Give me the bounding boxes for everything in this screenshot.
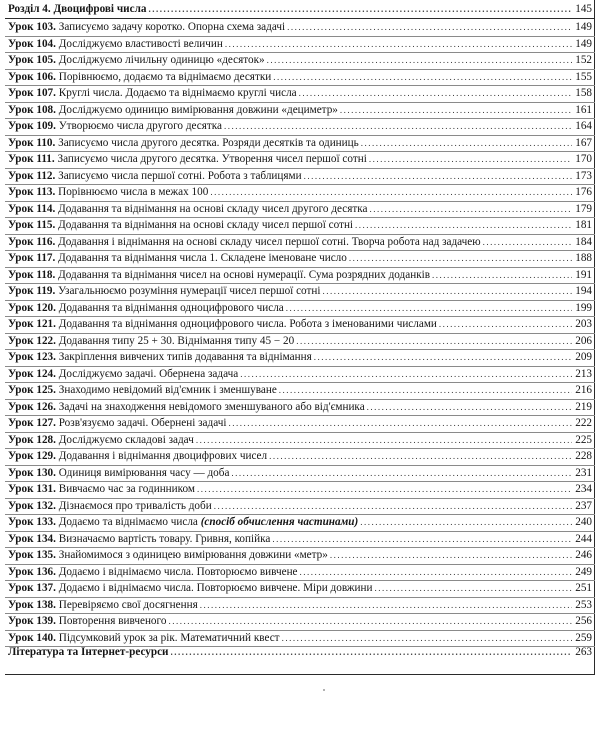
lesson-page: 199 bbox=[575, 301, 592, 314]
lesson-number: Урок 117. bbox=[8, 252, 56, 264]
toc-entry-label bbox=[8, 267, 430, 284]
lesson-title: Підсумковий урок за рік. Математичний квест bbox=[58, 631, 280, 644]
dot-leader bbox=[210, 184, 572, 201]
lesson-number: Урок 129. bbox=[8, 450, 56, 462]
lesson-title: Вивчаємо час за годинником bbox=[58, 483, 195, 495]
toc-entry-label bbox=[8, 514, 358, 531]
lesson-number: Урок 126. bbox=[8, 400, 56, 413]
lesson-page: 149 bbox=[575, 37, 592, 50]
lesson-page: 149 bbox=[575, 21, 592, 33]
lesson-title: Задачі на знаходження невідомого зменшуваного або від'ємника bbox=[58, 400, 365, 413]
lesson-number: Урок 120. bbox=[8, 301, 56, 314]
dot-leader bbox=[439, 316, 572, 333]
lesson-title: Перевіряємо свої досягнення bbox=[58, 598, 198, 611]
references-heading bbox=[8, 643, 592, 661]
toc-entry-label bbox=[8, 613, 166, 630]
lesson-title: Узагальнюємо розуміння нумерації чисел першої сотні bbox=[58, 285, 321, 297]
references-page: 263 bbox=[575, 646, 592, 658]
dot-leader bbox=[287, 19, 572, 36]
toc-row bbox=[8, 432, 592, 449]
lesson-page: 246 bbox=[575, 549, 592, 561]
dot-leader bbox=[300, 564, 572, 581]
toc-entry-label bbox=[8, 151, 367, 168]
dot-leader bbox=[483, 234, 572, 251]
lesson-number: Урок 115. bbox=[8, 219, 56, 231]
dot-leader bbox=[299, 85, 572, 102]
toc-entry-label bbox=[8, 217, 353, 234]
lesson-number: Урок 127. bbox=[8, 417, 56, 429]
dot-leader bbox=[168, 613, 572, 630]
lesson-number: Урок 105. bbox=[8, 54, 56, 66]
toc-row bbox=[8, 613, 592, 630]
toc-row bbox=[8, 564, 592, 581]
lesson-page: 219 bbox=[575, 400, 592, 413]
lesson-page: 216 bbox=[575, 384, 592, 396]
toc-row bbox=[8, 118, 592, 135]
lesson-number: Урок 111. bbox=[8, 153, 55, 165]
toc-row bbox=[8, 85, 592, 102]
toc-row bbox=[8, 498, 592, 515]
lesson-title: Досліджуємо складові задач bbox=[58, 433, 194, 446]
lesson-number: Урок 122. bbox=[8, 334, 56, 347]
toc-row bbox=[8, 201, 592, 218]
toc-row bbox=[8, 135, 592, 152]
toc-row bbox=[8, 283, 592, 300]
section-heading bbox=[8, 0, 592, 18]
lesson-number: Урок 119. bbox=[8, 285, 56, 297]
references-title: Література та Інтернет-ресурси bbox=[8, 646, 169, 658]
toc-entry-label bbox=[8, 184, 208, 201]
lesson-page: 256 bbox=[575, 615, 592, 627]
lesson-page: 253 bbox=[575, 598, 592, 611]
toc-row bbox=[8, 69, 592, 86]
toc-page bbox=[5, 0, 595, 755]
toc-entry-label bbox=[8, 498, 212, 515]
lesson-page: 244 bbox=[575, 532, 592, 545]
lesson-title: Записуємо задачу коротко. Опорна схема задачі bbox=[58, 21, 286, 33]
lesson-title: Додавання та віднімання чисел на основі нумерації. Сума розрядних доданків bbox=[58, 268, 431, 281]
toc-entry-label bbox=[8, 547, 328, 564]
lesson-title: Закріплення вивчених типів додавання та віднімання bbox=[58, 351, 312, 363]
lesson-number: Урок 139. bbox=[8, 615, 56, 627]
dot-leader bbox=[225, 36, 572, 53]
lesson-page: 176 bbox=[575, 186, 592, 198]
lesson-page: 181 bbox=[575, 219, 592, 231]
dot-leader bbox=[314, 349, 572, 366]
lesson-title: Додавання та віднімання на основі складу чисел першої сотні bbox=[58, 219, 354, 231]
lesson-number: Урок 121. bbox=[8, 318, 56, 330]
lesson-title: Порівнюємо, додаємо та віднімаємо десятки bbox=[58, 70, 272, 83]
lesson-page: 152 bbox=[575, 54, 592, 66]
lesson-page: 237 bbox=[575, 499, 592, 512]
toc-entry-label bbox=[8, 432, 194, 449]
toc-row bbox=[8, 102, 592, 119]
lesson-number: Урок 124. bbox=[8, 367, 56, 380]
lesson-number: Урок 116. bbox=[8, 235, 56, 248]
lesson-page: 173 bbox=[575, 169, 592, 182]
lesson-page: 191 bbox=[575, 268, 592, 281]
toc-row bbox=[8, 52, 592, 69]
toc-entry-label bbox=[8, 481, 195, 498]
lesson-page: 251 bbox=[575, 582, 592, 594]
lesson-title: Визначаємо вартість товару. Гривня, копійка bbox=[58, 532, 271, 545]
toc-entry-label bbox=[8, 52, 265, 69]
toc-entry-label bbox=[8, 201, 368, 218]
lesson-page: 203 bbox=[575, 318, 592, 330]
toc-row bbox=[8, 448, 592, 465]
toc-row bbox=[8, 36, 592, 53]
toc-row bbox=[8, 168, 592, 185]
toc-entry-label bbox=[8, 36, 223, 53]
lesson-title: Досліджуємо одиницю вимірювання довжини «дециметр» bbox=[58, 103, 338, 116]
lesson-page: 213 bbox=[575, 367, 592, 380]
lesson-title: Досліджуємо властивості величин bbox=[58, 37, 223, 50]
dot-leader bbox=[304, 168, 572, 185]
toc-entry-label bbox=[8, 564, 298, 581]
toc-entry-label bbox=[8, 448, 267, 465]
toc-row bbox=[8, 217, 592, 234]
lesson-page: 167 bbox=[575, 136, 592, 149]
lesson-number: Урок 107. bbox=[8, 87, 56, 99]
dot-leader bbox=[224, 118, 572, 135]
lesson-title: Додавання і віднімання двоцифрових чисел bbox=[58, 450, 268, 462]
lesson-number: Урок 108. bbox=[8, 103, 56, 116]
lesson-page: 249 bbox=[575, 565, 592, 578]
lesson-number: Урок 132. bbox=[8, 499, 56, 512]
lesson-title: Круглі числа. Додаємо та віднімаємо круглі числа bbox=[58, 87, 297, 99]
dot-leader bbox=[286, 300, 572, 317]
lesson-number: Урок 109. bbox=[8, 120, 56, 132]
dot-leader bbox=[228, 415, 572, 432]
toc-row bbox=[8, 597, 592, 614]
toc-row bbox=[8, 481, 592, 498]
lesson-number: Урок 137. bbox=[8, 582, 56, 594]
toc-entry-label bbox=[8, 382, 277, 399]
dot-leader bbox=[330, 547, 572, 564]
lesson-title: Знаходимо невідомий від'ємник і зменшуване bbox=[58, 384, 277, 396]
dot-leader bbox=[214, 498, 572, 515]
lesson-number: Урок 131. bbox=[8, 483, 56, 495]
dot-leader bbox=[369, 151, 572, 168]
toc-entry-label bbox=[8, 118, 222, 135]
lesson-title: Знайомимося з одиницею вимірювання довжини «метр» bbox=[58, 549, 328, 561]
lesson-title: Додавання та віднімання одноцифрового числа. Робота з іменованими числами bbox=[58, 318, 437, 330]
dot-leader bbox=[272, 531, 572, 548]
toc-row bbox=[8, 151, 592, 168]
lesson-title: Додавання і віднімання на основі складу чисел першої сотні. Творча робота над задачею bbox=[58, 235, 481, 248]
toc-row bbox=[8, 333, 592, 350]
toc-entry-label bbox=[8, 300, 284, 317]
lesson-number: Урок 113. bbox=[8, 186, 56, 198]
toc-entry-label bbox=[8, 69, 271, 86]
dot-leader bbox=[370, 201, 573, 218]
dot-leader bbox=[360, 514, 572, 531]
lesson-number: Урок 136. bbox=[8, 565, 56, 578]
lesson-number: Урок 106. bbox=[8, 70, 56, 83]
dot-leader bbox=[367, 399, 572, 416]
toc-entry-label bbox=[8, 250, 347, 267]
lesson-number: Урок 103. bbox=[8, 21, 56, 33]
lesson-number: Урок 118. bbox=[8, 268, 56, 281]
toc-entry-label bbox=[8, 399, 365, 416]
toc-entry-label bbox=[8, 316, 437, 333]
dot-leader bbox=[197, 481, 572, 498]
lesson-title: Записуємо числа другого десятка. Розряди десятків та одиниць bbox=[58, 136, 359, 149]
toc-row bbox=[8, 415, 592, 432]
lesson-number: Урок 134. bbox=[8, 532, 56, 545]
dot-leader bbox=[279, 382, 572, 399]
lesson-page: 194 bbox=[575, 285, 592, 297]
lesson-page: 179 bbox=[575, 202, 592, 215]
lesson-page: 155 bbox=[575, 70, 592, 83]
toc-row bbox=[8, 547, 592, 564]
lesson-page: 231 bbox=[575, 466, 592, 479]
lesson-page: 188 bbox=[575, 252, 592, 264]
dot-leader bbox=[296, 333, 572, 350]
toc-row bbox=[8, 349, 592, 366]
dot-leader bbox=[322, 283, 572, 300]
lesson-title: Повторення вивченого bbox=[58, 615, 167, 627]
toc-row bbox=[8, 250, 592, 267]
dot-leader bbox=[432, 267, 572, 284]
toc-entry-label bbox=[8, 135, 359, 152]
lesson-number: Урок 128. bbox=[8, 433, 56, 446]
dot-leader bbox=[240, 366, 572, 383]
dot-leader bbox=[196, 432, 572, 449]
lesson-page: 206 bbox=[575, 334, 592, 347]
dot-leader bbox=[231, 465, 572, 482]
dot-leader bbox=[361, 135, 572, 152]
toc-row bbox=[8, 580, 592, 597]
dot-leader bbox=[349, 250, 572, 267]
lesson-title: Одиниця вимірювання часу — доба bbox=[58, 466, 230, 479]
lesson-title: Порівнюємо числа в межах 100 bbox=[58, 186, 209, 198]
lesson-title: Додаємо і віднімаємо числа. Повторюємо вивчене bbox=[58, 565, 298, 578]
scan-speck bbox=[323, 689, 325, 691]
lesson-title: Записуємо числа другого десятка. Утворення чисел першої сотні bbox=[57, 153, 367, 165]
lesson-number: Урок 130. bbox=[8, 466, 56, 479]
lesson-page: 240 bbox=[575, 516, 592, 528]
dot-leader bbox=[200, 597, 572, 614]
lesson-page: 228 bbox=[575, 450, 592, 462]
dot-leader bbox=[148, 0, 572, 18]
toc-entry-label bbox=[8, 465, 229, 482]
toc-row bbox=[8, 465, 592, 482]
lesson-page: 164 bbox=[575, 120, 592, 132]
lesson-title: Розв'язуємо задачі. Обернені задачі bbox=[58, 417, 227, 429]
dot-leader bbox=[269, 448, 572, 465]
lesson-title: Дізнаємося про тривалість доби bbox=[58, 499, 212, 512]
toc-row bbox=[8, 399, 592, 416]
toc-entry-label bbox=[8, 234, 481, 251]
lesson-number: Урок 123. bbox=[8, 351, 56, 363]
toc-row bbox=[8, 316, 592, 333]
toc-entry-label bbox=[8, 102, 338, 119]
toc-row bbox=[8, 184, 592, 201]
lesson-number: Урок 104. bbox=[8, 37, 56, 50]
lesson-title-note: (спосіб обчислення частинами) bbox=[200, 516, 359, 528]
dot-leader bbox=[273, 69, 572, 86]
section-page: 145 bbox=[575, 3, 592, 15]
toc-entry-label bbox=[8, 580, 372, 597]
lesson-number: Урок 138. bbox=[8, 598, 56, 611]
lesson-page: 234 bbox=[575, 483, 592, 495]
lesson-number: Урок 112. bbox=[8, 169, 56, 182]
dot-leader bbox=[374, 580, 572, 597]
toc-row bbox=[8, 234, 592, 251]
lesson-number: Урок 133. bbox=[8, 516, 56, 528]
toc-row bbox=[8, 514, 592, 531]
toc-entry-label bbox=[8, 19, 285, 36]
lesson-title: Записуємо числа першої сотні. Робота з таблицями bbox=[58, 169, 302, 182]
lesson-number: Урок 135. bbox=[8, 549, 56, 561]
section-title: Розділ 4. Двоцифрові числа bbox=[8, 3, 147, 15]
lesson-title: Утворюємо числа другого десятка bbox=[58, 120, 222, 132]
dot-leader bbox=[171, 643, 573, 661]
lesson-page: 225 bbox=[575, 433, 592, 446]
lesson-page: 158 bbox=[575, 87, 592, 99]
lesson-page: 170 bbox=[575, 153, 592, 165]
toc-entry-label bbox=[8, 85, 297, 102]
dot-leader bbox=[355, 217, 572, 234]
lesson-title: Додаємо і віднімаємо числа. Повторюємо вивчене. Міри довжини bbox=[58, 582, 373, 594]
dot-leader bbox=[267, 52, 572, 69]
lesson-number: Урок 114. bbox=[8, 202, 56, 215]
toc-entry-label bbox=[8, 597, 198, 614]
lesson-page: 184 bbox=[575, 235, 592, 248]
lesson-title: Додаємо та віднімаємо числа bbox=[58, 516, 198, 528]
lesson-page: 209 bbox=[575, 351, 592, 363]
toc-entry-label bbox=[8, 349, 312, 366]
lesson-title: Додавання та віднімання одноцифрового числа bbox=[58, 301, 284, 314]
toc-row bbox=[8, 267, 592, 284]
toc-row bbox=[8, 366, 592, 383]
toc-entry-label bbox=[8, 283, 320, 300]
lesson-title: Додавання та віднімання на основі складу чисел другого десятка bbox=[58, 202, 368, 215]
lesson-number: Урок 110. bbox=[8, 136, 56, 149]
lesson-title: Додавання типу 25 + 30. Віднімання типу 45 − 20 bbox=[58, 334, 295, 347]
toc-row bbox=[8, 531, 592, 548]
toc-entry-label bbox=[8, 333, 294, 350]
toc-entry-label bbox=[8, 168, 302, 185]
toc-row bbox=[8, 300, 592, 317]
toc-entry-label bbox=[8, 531, 270, 548]
lesson-title: Досліджуємо лічильну одиницю «десяток» bbox=[58, 54, 265, 66]
lesson-title: Додавання та віднімання числа 1. Складене іменоване число bbox=[58, 252, 347, 264]
lesson-number: Урок 140. bbox=[8, 631, 56, 644]
toc-entry-label bbox=[8, 415, 226, 432]
dot-leader bbox=[340, 102, 572, 119]
toc-row bbox=[8, 19, 592, 36]
lesson-number: Урок 125. bbox=[8, 384, 56, 396]
toc-entry-label bbox=[8, 366, 238, 383]
lesson-title: Досліджуємо задачі. Обернена задача bbox=[58, 367, 239, 380]
toc-row bbox=[8, 382, 592, 399]
lesson-page: 161 bbox=[575, 103, 592, 116]
lesson-page: 259 bbox=[575, 631, 592, 644]
lesson-page: 222 bbox=[575, 417, 592, 429]
